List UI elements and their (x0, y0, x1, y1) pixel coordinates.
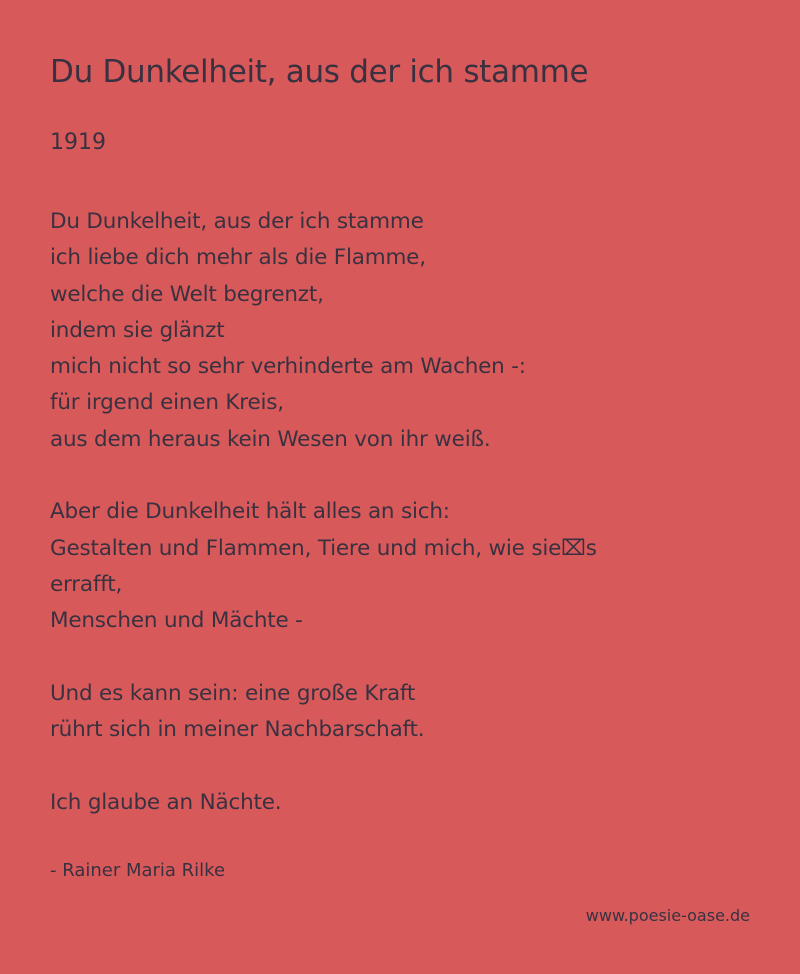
poem-title: Du Dunkelheit, aus der ich stamme (50, 54, 589, 90)
website-link[interactable]: www.poesie-oase.de (585, 906, 750, 925)
poem-line: für irgend einen Kreis, (50, 390, 284, 416)
poem-line: ich liebe dich mehr als die Flamme, (50, 245, 426, 271)
poem-year: 1919 (50, 130, 106, 155)
stanza-gap (50, 748, 597, 784)
poem-body (50, 204, 597, 821)
poem-line: Menschen und Mächte - (50, 608, 303, 634)
poem-line: Ich glaube an Nächte. (50, 789, 282, 815)
poem-line: welche die Welt begrenzt, (50, 281, 324, 307)
poem-line: Gestalten und Flammen, Tiere und mich, wie sie⌧s (50, 535, 597, 561)
stanza-gap (50, 458, 597, 494)
poem-line: Aber die Dunkelheit hält alles an sich: (50, 499, 450, 525)
stanza-gap (50, 640, 597, 676)
poem-line: rührt sich in meiner Nachbarschaft. (50, 717, 425, 743)
poem-line: indem sie glänzt (50, 317, 225, 343)
poem-line: Und es kann sein: eine große Kraft (50, 680, 416, 706)
poem-author: - Rainer Maria Rilke (50, 860, 226, 881)
poem-line: errafft, (50, 571, 123, 597)
poem-line: aus dem heraus kein Wesen von ihr weiß. (50, 426, 491, 452)
poem-line: mich nicht so sehr verhinderte am Wachen -: (50, 354, 526, 380)
poem-line: Du Dunkelheit, aus der ich stamme (50, 209, 424, 234)
